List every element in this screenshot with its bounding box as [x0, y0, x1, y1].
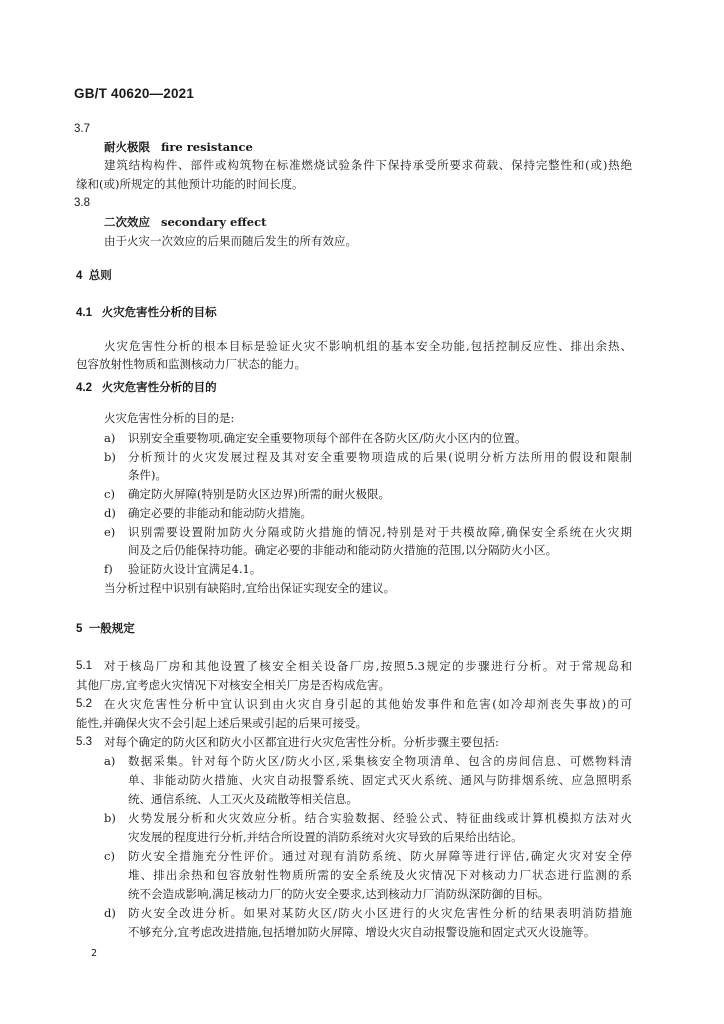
term-chinese: 二次效应: [104, 217, 150, 229]
list-item-marker: b): [104, 450, 116, 464]
subsection-title: 火灾危害性分析的目标: [101, 307, 217, 319]
paragraph-line: 对于核岛厂房和其他设置了核安全相关设备厂房,按照5.3规定的步骤进行分析。对于常规岛和: [104, 659, 632, 673]
clause-number: 3.8: [74, 197, 90, 209]
section-number: 4: [76, 270, 83, 282]
term-heading: [104, 214, 266, 231]
document-id-header: GB/T 40620—2021: [74, 86, 195, 101]
list-item-text: 确定必要的非能动和能动防火措施。: [128, 506, 312, 520]
clause-number: 5.1: [76, 660, 92, 672]
paragraph-line: 对每个确定的防火区和防火小区都宜进行火灾危害性分析。分析步骤主要包括:: [104, 735, 499, 749]
subsection-heading: [76, 380, 217, 396]
term-english: secondary effect: [160, 215, 267, 229]
list-item-text: 识别需要设置附加防火分隔或防火措施的情况,特别是对于共模故障,确保安全系统在火灾期: [128, 525, 632, 539]
term-definition-line: 由于火灾一次效应的后果而随后发生的所有效应。: [104, 234, 357, 248]
list-item-marker: e): [104, 525, 116, 539]
list-item-text: 间及之后仍能保持功能。确定必要的非能动和能动防火措施的范围,以分隔防火小区。: [128, 543, 558, 557]
paragraph-line: 包容放射性物质和监测核动力厂状态的能力。: [76, 357, 306, 371]
list-item-text: 条件)。: [128, 468, 167, 482]
list-item-marker: d): [104, 506, 116, 520]
clause-number: 5.3: [76, 736, 92, 748]
term-definition-line: 建筑结构构件、部件或构筑物在标准燃烧试验条件下保持承受所要求荷载、保持完整性和(或)热绝: [104, 158, 632, 172]
list-item-text: 数据采集。针对每个防火区/防火小区,采集核安全物项清单、包含的房间信息、可燃物料清: [128, 754, 632, 768]
list-item-text: 分析预计的火灾发展过程及其对安全重要物项造成的后果(说明分析方法所用的假设和限制: [128, 450, 632, 464]
list-item-text: 防火安全改进分析。如果对某防火区/防火小区进行的火灾危害性分析的结果表明消防措施: [128, 906, 632, 920]
paragraph-line: 当分析过程中识别有缺陷时,宜给出保证实现安全的建议。: [104, 581, 396, 595]
list-item-marker: f): [104, 562, 113, 576]
section-number: 5: [76, 623, 83, 635]
term-chinese: 耐火极限: [104, 142, 150, 154]
list-item-text: 验证防火设计宜满足4.1。: [128, 562, 262, 576]
list-item-text: 单、非能动防火措施、火灾自动报警系统、固定式灭火系统、通风与防排烟系统、应急照明系: [128, 773, 632, 787]
subsection-title: 火灾危害性分析的目的: [101, 382, 217, 394]
clause-number: 5.2: [76, 698, 92, 710]
list-item-marker: a): [104, 754, 116, 768]
paragraph-line: 火灾危害性分析的根本目标是验证火灾不影响机组的基本安全功能,包括控制反应性、排出余热、: [104, 339, 632, 353]
term-heading: [104, 139, 253, 156]
term-english: fire resistance: [160, 140, 253, 154]
section-title: 一般规定: [88, 623, 135, 635]
page-number: 2: [91, 948, 98, 959]
term-definition-line: 缘和(或)所规定的其他预计功能的时间长度。: [76, 177, 304, 191]
subsection-number: 4.1: [76, 307, 92, 319]
list-item-text: 灾发展的程度进行分析,并结合所设置的消防系统对火灾导致的后果给出结论。: [128, 830, 523, 844]
list-item-text: 堆、排出余热和包容放射性物质所需的安全系统及火灾情况下对核动力厂状态进行监测的系: [128, 868, 632, 882]
section-heading: [76, 268, 112, 284]
list-item-marker: d): [104, 906, 116, 920]
section-heading: [76, 621, 135, 637]
paragraph-line: 火灾危害性分析的目的是:: [104, 411, 235, 425]
list-item-marker: a): [104, 431, 116, 445]
section-title: 总则: [88, 270, 112, 282]
list-item-text: 识别安全重要物项,确定安全重要物项每个部件在各防火区/防火小区内的位置。: [128, 431, 527, 445]
subsection-heading: [76, 305, 217, 321]
clause-number: 3.7: [74, 123, 90, 135]
paragraph-line: 能性,并确保火灾不会引起上述后果或引起的后果可接受。: [76, 716, 368, 730]
list-item-text: 统、通信系统、人工灭火及疏散等相关信息。: [128, 792, 358, 806]
list-item-marker: b): [104, 811, 116, 825]
list-item-marker: c): [104, 487, 115, 501]
list-item-text: 火势发展分析和火灾效应分析。结合实验数据、经验公式、特征曲线或计算机模拟方法对火: [128, 811, 632, 825]
list-item-text: 不够充分,宜考虑改进措施,包括增加防火屏障、增设火灾自动报警设施和固定式灭火设施等。: [128, 925, 596, 939]
paragraph-line: 其他厂房,宜考虑火灾情况下对核安全相关厂房是否构成危害。: [76, 678, 391, 692]
list-item-marker: c): [104, 849, 115, 863]
list-item-text: 统不会造成影响,满足核动力厂的防火安全要求,达到核动力厂消防纵深防御的目标。: [128, 887, 550, 901]
list-item-text: 确定防火屏障(特别是防火区边界)所需的耐火极限。: [128, 487, 390, 501]
list-item-text: 防火安全措施充分性评价。通过对现有消防系统、防火屏障等进行评估,确定火灾对安全停: [128, 849, 632, 863]
subsection-number: 4.2: [76, 382, 92, 394]
paragraph-line: 在火灾危害性分析中宜认识到由火灾自身引起的其他始发事件和危害(如冷却剂丧失事故)的可: [104, 697, 632, 711]
